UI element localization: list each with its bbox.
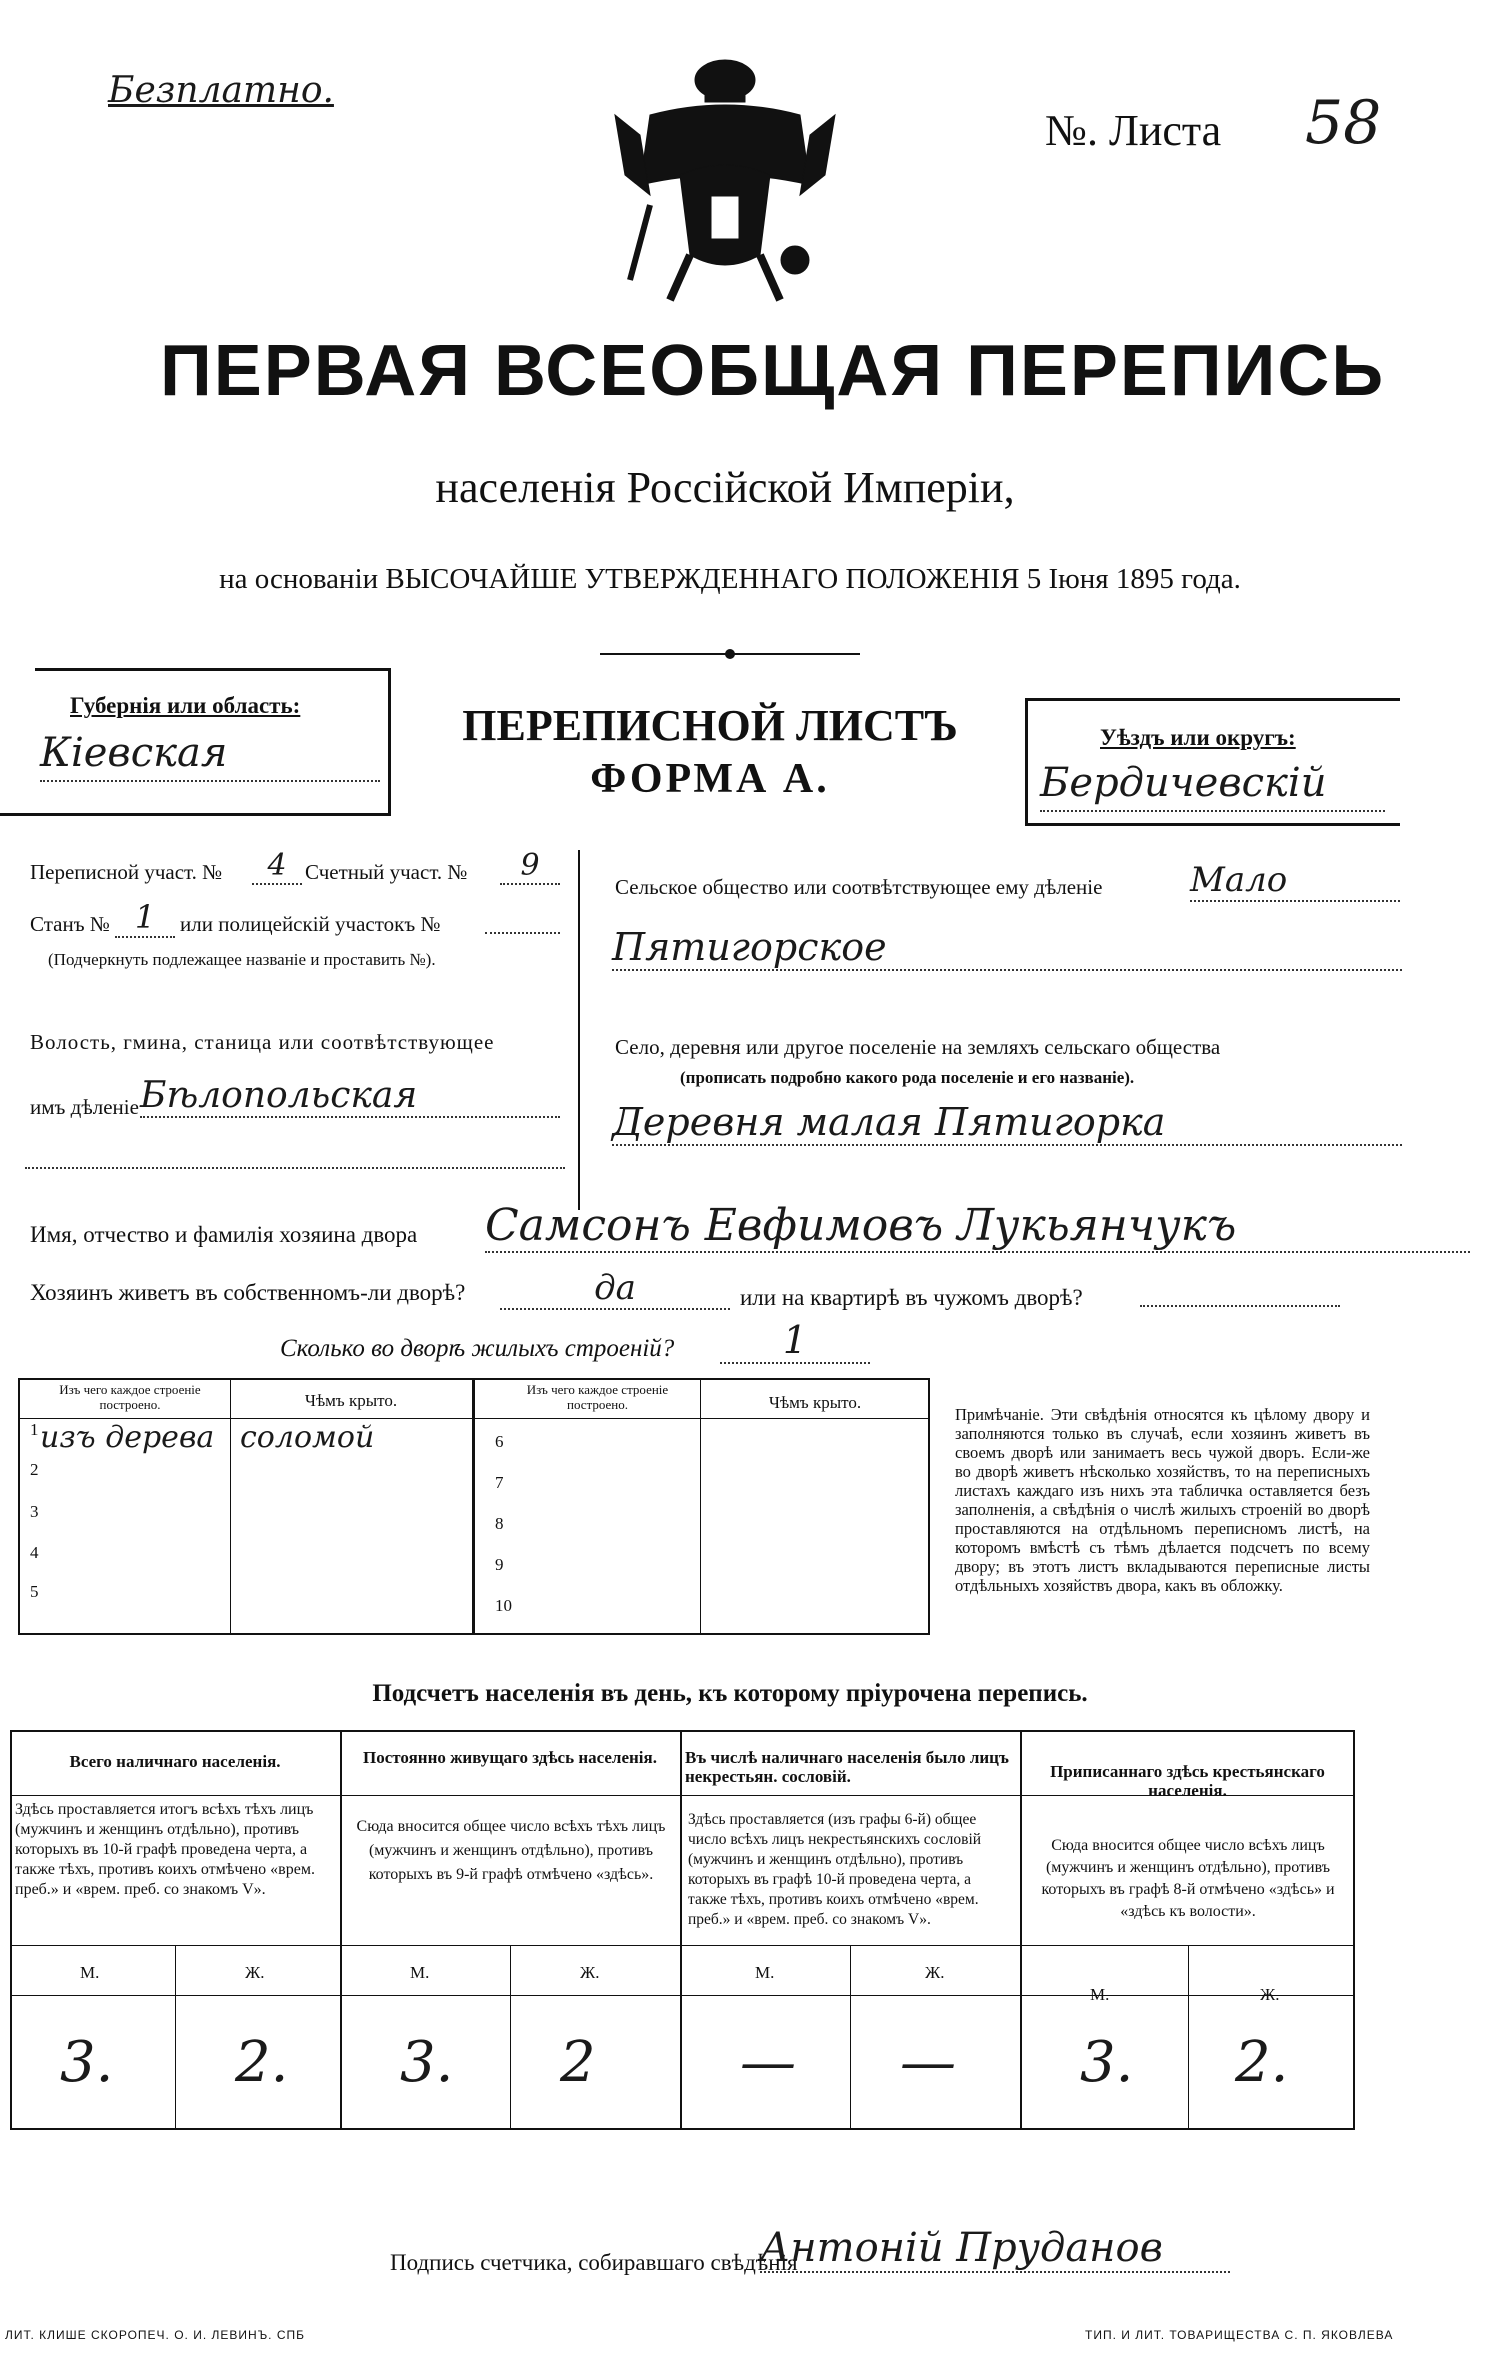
sheet-number-value: 58	[1305, 88, 1382, 158]
printer-right: ТИП. И ЛИТ. ТОВАРИЩЕСТВА С. П. ЯКОВЛЕВА	[1085, 2328, 1394, 2342]
free-stamp: Безплатно.	[108, 70, 334, 111]
f-label: Ж.	[245, 1963, 265, 1982]
row-number: 9	[495, 1555, 504, 1574]
schet-field[interactable]: 9	[500, 848, 560, 885]
signature-field[interactable]: Антоній Пруданов	[760, 2225, 1230, 2273]
gubernia-field[interactable]: Кіевская	[40, 730, 380, 782]
page-basis: на основаніи ВЫСОЧАЙШЕ УТВЕРЖДЕННАГО ПОЛОЖЕНІЯ 5 Іюня 1895 года.	[219, 563, 1241, 595]
police-label: или полицейскій участокъ №	[180, 912, 441, 936]
count-f-value[interactable]: —	[900, 2030, 956, 2095]
police-field[interactable]	[485, 930, 560, 934]
own-yard-field[interactable]: да	[500, 1268, 730, 1310]
count-col-head: Приписаннаго здѣсь крестьянскаго населенія.	[1050, 1762, 1325, 1800]
form-title: ПЕРЕПИСНОЙ ЛИСТЪ	[462, 701, 958, 750]
uchast-label: Переписной участ. №	[30, 860, 223, 884]
count-f-value[interactable]: 2.	[1235, 2030, 1289, 2095]
stan-label: Станъ №	[30, 912, 110, 936]
f-label: Ж.	[925, 1963, 945, 1982]
underline-note: (Подчеркнуть подлежащее названіе и проставить №).	[48, 950, 436, 969]
uezd-label: Уѣздъ или округъ:	[1100, 725, 1296, 750]
m-label: М.	[755, 1963, 775, 1982]
signature-label: Подпись счетчика, собиравшаго свѣдѣнія	[390, 2250, 798, 2275]
count-col-head: Въ числѣ наличнаго населенія было лицъ некрестьян. сословій.	[685, 1748, 1009, 1786]
schet-label: Счетный участ. №	[305, 860, 468, 884]
col-roof-left: Чѣмъ крыто.	[304, 1391, 398, 1410]
count-col-head: Постоянно живущаго здѣсь населенія.	[363, 1748, 657, 1767]
count-m-value[interactable]: 3.	[1080, 2030, 1134, 2095]
note-text: Примѣчаніе. Эти свѣдѣнія относятся къ цѣлому двору и заполняются только въ случаѣ, если хозяинъ живетъ въ своемъ дворѣ или занимаетъ весь чужой дворъ. Если-же во дворѣ живетъ нѣсколько хозяйствъ, то на переписныхъ листахъ каждаго изъ нихъ эта табличка оставляется безъ заполненія, а свѣдѣнія о числѣ жилыхъ строеній во дворѣ проставляются на отдѣльномъ переписномъ листѣ, на которомъ вмѣстѣ съ тѣмъ дѣлается подсчетъ по всему двору; въ этотъ листъ вкладываются переписные листы отдѣльныхъ хозяйствъ двора, какъ въ обложку.	[955, 1405, 1370, 1595]
m-label: М.	[410, 1963, 430, 1982]
count-col-head: Всего наличнаго населенія.	[69, 1752, 281, 1771]
society-label: Сельское общество или соотвѣтствующее ему дѣленіе	[615, 875, 1103, 899]
row-number: 8	[495, 1514, 504, 1533]
count-m-value[interactable]: —	[740, 2030, 796, 2095]
rent-yard-field[interactable]	[1140, 1303, 1340, 1307]
row-number: 4	[30, 1543, 39, 1562]
count-col-desc: Здѣсь проставляется итогъ всѣхъ тѣхъ лицъ (мужчинъ и женщинъ отдѣльно), противъ которыхъ въ 10-й графѣ проведена черта, а также тѣхъ, противъ коихъ отмѣчено «врем. преб.» и «врем. преб. со знакомъ V».	[15, 1801, 315, 1898]
count-f-value[interactable]: 2	[560, 2030, 596, 2095]
count-col-desc: Здѣсь проставляется (изъ графы 6-й) общее число всѣхъ лицъ некрестьянскихъ сословій (мужчинъ и женщинъ отдѣльно), противъ которыхъ въ графѣ 10-й проведена черта, а также тѣхъ, противъ коихъ отмѣчено «врем. преб.» и «врем. преб. со знакомъ V».	[688, 1811, 982, 1928]
col-built-right: Изъ чего каждое строеніе построено.	[526, 1382, 669, 1412]
gubernia-label: Губернія или область:	[70, 693, 301, 718]
row-number: 3	[30, 1502, 39, 1521]
f-label: Ж.	[580, 1963, 600, 1982]
m-label: М.	[1090, 1985, 1110, 2004]
count-m-value[interactable]: 3.	[400, 2030, 454, 2095]
row-number: 10	[495, 1596, 512, 1615]
row-number: 5	[30, 1582, 39, 1601]
m-label: М.	[80, 1963, 100, 1982]
owner-name-label: Имя, отчество и фамилія хозяина двора	[30, 1222, 418, 1247]
coat-of-arms	[610, 55, 840, 305]
count-col-desc: Сюда вносится общее число всѣхъ тѣхъ лицъ (мужчинъ и женщинъ отдѣльно), противъ которыхъ въ 9-й графѣ отмѣчено «здѣсь».	[356, 1818, 666, 1883]
col-built-left: Изъ чего каждое строеніе построено.	[59, 1382, 201, 1412]
row-number: 7	[495, 1473, 504, 1492]
buildings-label: Сколько во дворѣ жилыхъ строеній?	[280, 1335, 675, 1362]
count-col-desc: Сюда вносится общее число всѣхъ лицъ (мужчинъ и женщинъ отдѣльно), противъ которыхъ въ графѣ 8-й отмѣчено «здѣсь» и «здѣсь къ волости».	[1041, 1837, 1335, 1920]
row-number: 1	[30, 1420, 39, 1439]
volost-label-2: имъ дѣленіе	[30, 1095, 139, 1119]
col-roof-right: Чѣмъ крыто.	[768, 1393, 862, 1412]
village-field[interactable]: Деревня малая Пятигорка	[612, 1100, 1402, 1146]
count-m-value[interactable]: 3.	[60, 2030, 114, 2095]
row-built[interactable]: изъ дерева	[40, 1420, 215, 1455]
own-yard-label: Хозяинъ живетъ въ собственномъ-ли дворѣ?	[30, 1280, 466, 1305]
row-number: 2	[30, 1460, 39, 1479]
village-note: (прописать подробно какого рода поселеніе и его названіе).	[680, 1068, 1135, 1087]
printer-left: ЛИТ. КЛИШЕ СКОРОПЕЧ. О. И. ЛЕВИНЪ. СПБ	[5, 2328, 306, 2342]
village-label: Село, деревня или другое поселеніе на земляхъ сельскаго общества	[615, 1035, 1221, 1059]
buildings-field[interactable]: 1	[720, 1318, 870, 1364]
society-field-1[interactable]: Мало	[1190, 860, 1400, 902]
ornament-divider	[600, 647, 860, 659]
uezd-field[interactable]: Бердичевскій	[1040, 760, 1385, 812]
stan-field[interactable]: 1	[115, 898, 175, 938]
row-roof[interactable]: соломой	[240, 1420, 375, 1455]
owner-name-field[interactable]: Самсонъ Евфимовъ Лукьянчукъ	[485, 1200, 1470, 1253]
uchast-field[interactable]: 4	[252, 848, 302, 885]
sheet-number-label: №. Листа	[1045, 106, 1222, 155]
form-subtitle: ФОРМА А.	[590, 756, 830, 802]
count-title: Подсчетъ населенія въ день, къ которому пріурочена перепись.	[372, 1680, 1088, 1707]
society-field-2[interactable]: Пятигорское	[612, 925, 1402, 971]
f-label: Ж.	[1260, 1985, 1280, 2004]
volost-field[interactable]: Бѣлопольская	[140, 1075, 560, 1118]
rent-yard-label: или на квартирѣ въ чужомъ дворѣ?	[740, 1285, 1083, 1310]
count-f-value[interactable]: 2.	[235, 2030, 289, 2095]
page-subtitle: населенія Россійской Имперіи,	[435, 463, 1015, 512]
volost-extra-line	[25, 1165, 565, 1169]
volost-label: Волость, гмина, станица или соотвѣтствующее	[30, 1030, 495, 1054]
row-number: 6	[495, 1432, 504, 1451]
page-title: ПЕРВАЯ ВСЕОБЩАЯ ПЕРЕПИСЬ	[160, 331, 1386, 411]
